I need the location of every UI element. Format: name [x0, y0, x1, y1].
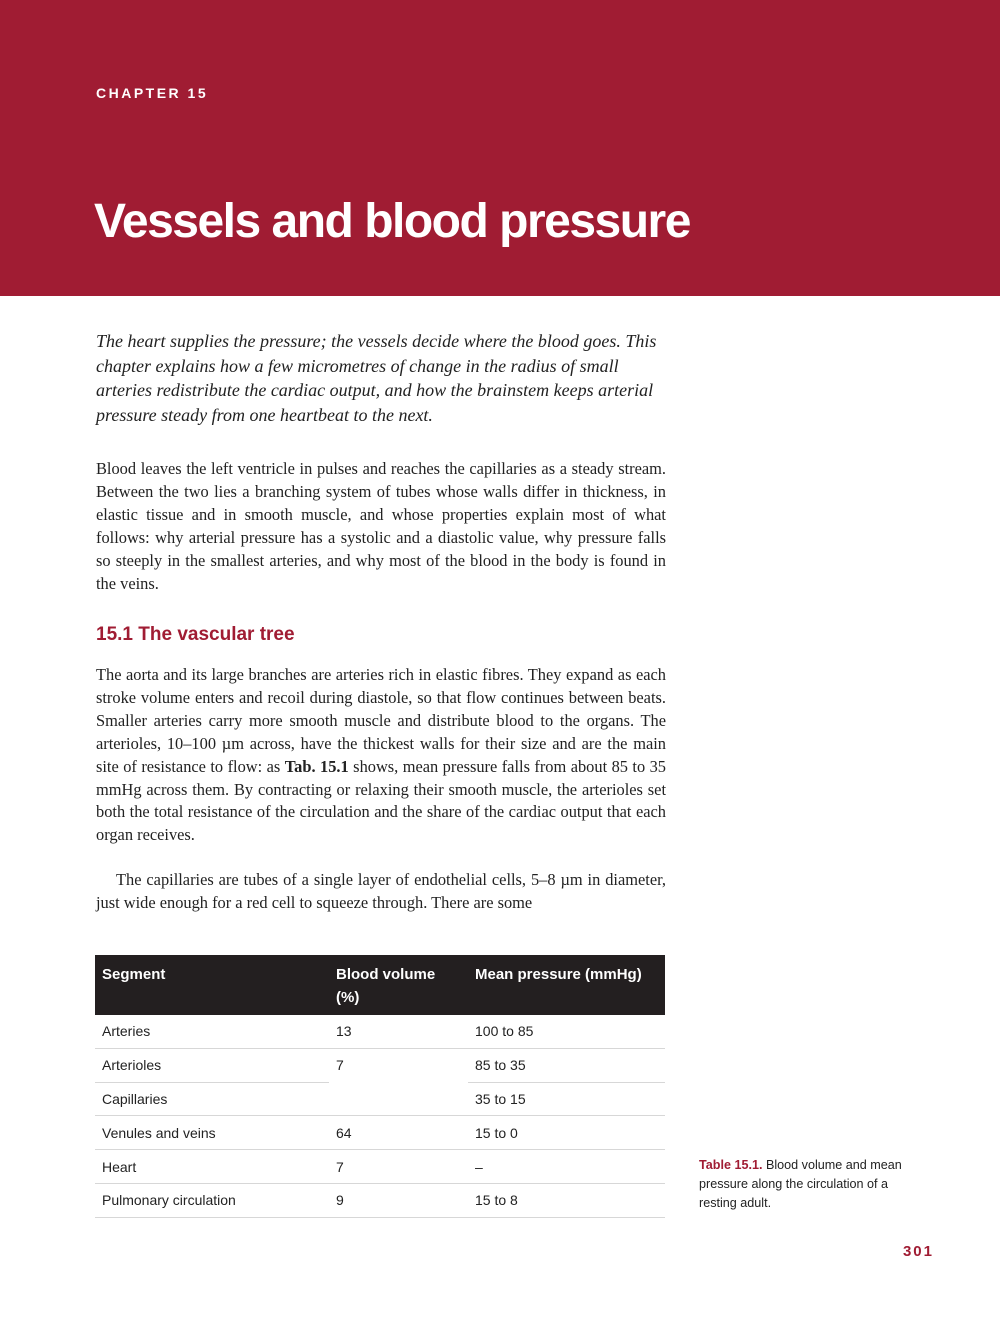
table-reference: Tab. 15.1	[284, 756, 349, 776]
paragraph-text: The aorta and its large branches are arteries rich in elastic fibres. They expand as each stroke volume enters and recoil during diastole, so that flow continues between beats. Smaller arteries carry more smooth muscle and distribute blood to the organs. The arterioles, 10–100 µm across, have the thickest walls for their size and are the main site of resistance to flow: as	[96, 665, 666, 776]
cell-volume: 9	[329, 1183, 468, 1217]
cell-volume: 13	[329, 1015, 468, 1048]
body-paragraph-1: Blood leaves the left ventricle in pulses and reaches the capillaries as a steady stream. Between the two lies a branching system of tubes whose walls differ in thickness, in elastic tissue and in smooth muscle, and whose properties explain most of what follows: why arterial pressure has a systolic and a diastolic value, why pressure falls so steeply in the smallest arteries, and why most of the blood in the body is found in the veins.	[96, 459, 666, 593]
cell-segment: Pulmonary circulation	[95, 1183, 329, 1217]
cell-pressure: –	[468, 1150, 665, 1184]
table-row	[95, 1048, 665, 1082]
cell-segment: Capillaries	[95, 1082, 329, 1116]
caption-text: Blood volume and mean pressure along the circulation of a resting adult.	[699, 1158, 902, 1210]
body-paragraph-3: The capillaries are tubes of a single layer of endothelial cells, 5–8 µm in diameter, just wide enough for a red cell to squeeze through. There are some	[96, 870, 666, 912]
table-row	[95, 1150, 665, 1184]
section-heading: 15.1 The vascular tree	[96, 624, 295, 645]
chapter-banner	[0, 0, 1000, 296]
column-header-segment: Segment	[95, 955, 329, 1015]
cell-pressure: 35 to 15	[468, 1082, 665, 1116]
page-number: 301	[902, 1243, 934, 1260]
table-row	[95, 1116, 665, 1150]
chapter-label: CHAPTER 15	[96, 85, 209, 101]
chapter-intro: The heart supplies the pressure; the vessels decide where the blood goes. This chapter explains how a few micrometres of change in the radius of small arteries redistribute the cardiac output, and how the brainstem keeps arterial pressure steady from one heartbeat to the next.	[96, 331, 657, 426]
table-row	[95, 1015, 665, 1048]
column-header-pressure: Mean pressure (mmHg)	[468, 955, 665, 1015]
cell-volume: 7	[329, 1150, 468, 1184]
caption-label: Table 15.1.	[699, 1158, 763, 1172]
cell-segment: Heart	[95, 1150, 329, 1184]
table-row	[95, 1183, 665, 1217]
cell-pressure: 15 to 0	[468, 1116, 665, 1150]
column-header-volume: Blood volume (%)	[329, 955, 468, 1015]
cell-segment: Arteries	[95, 1015, 329, 1048]
data-table	[95, 955, 665, 1218]
table-caption	[699, 1156, 929, 1213]
cell-segment: Venules and veins	[95, 1116, 329, 1150]
cell-volume: 7	[329, 1048, 468, 1116]
cell-pressure: 100 to 85	[468, 1015, 665, 1048]
paragraph-text: shows, mean pressure falls from about 85 to 35 mmHg across them. By contracting or relaxing their smooth muscle, the arterioles set both the total resistance of the circulation and the share of the cardiac output that each organ receives.	[96, 756, 667, 845]
cell-segment: Arterioles	[95, 1048, 329, 1082]
body-paragraph-2	[96, 664, 666, 847]
cell-pressure: 85 to 35	[468, 1048, 665, 1082]
chapter-title: Vessels and blood pressure	[94, 195, 690, 248]
table-header-row	[95, 955, 665, 1015]
cell-volume: 64	[329, 1116, 468, 1150]
cell-pressure: 15 to 8	[468, 1183, 665, 1217]
